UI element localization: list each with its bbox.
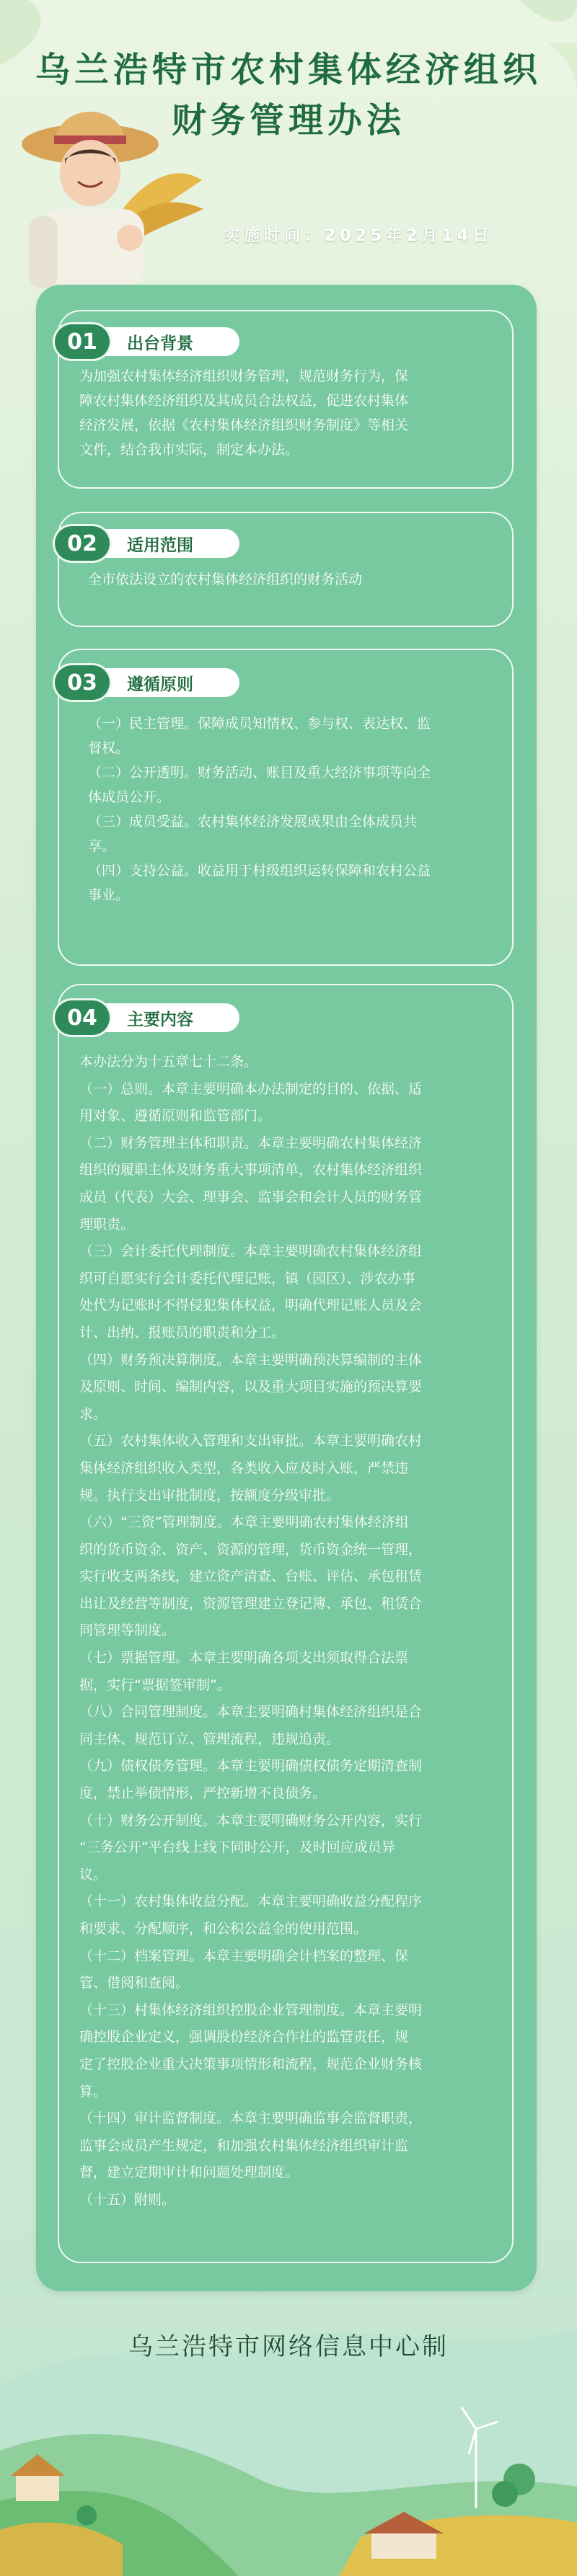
text-line: （九）债权债务管理。本章主要明确债权债务定期清查制 bbox=[79, 1758, 423, 1775]
text-line: （二）公开透明。财务活动、账目及重大经济事项等向全 bbox=[88, 765, 431, 781]
text-line: 文件，结合我市实际，制定本办法。 bbox=[79, 442, 299, 458]
text-line: “三务公开”平台线上线下同时公开，及时回应成员异 bbox=[79, 1839, 395, 1856]
text-line: 算。 bbox=[79, 2083, 107, 2100]
text-line: （三）会计委托代理制度。本章主要明确农村集体经济组 bbox=[79, 1243, 423, 1260]
text-line: （八）合同管理制度。本章主要明确村集体经济组织是合 bbox=[79, 1704, 423, 1720]
text-line: （十三）村集体经济组织控股企业管理制度。本章主要明 bbox=[79, 2002, 423, 2018]
header bbox=[0, 0, 577, 288]
text-line: 为加强农村集体经济组织财务管理，规范财务行为，保 bbox=[79, 368, 409, 384]
section-number: 02 bbox=[55, 526, 110, 561]
section-title: 出台背景 bbox=[95, 327, 239, 356]
text-line: （十四）审计监督制度。本章主要明确监事会监督职责， bbox=[79, 2110, 423, 2127]
text-line: 及原则、时间、编制内容，以及重大项目实施的预决算要 bbox=[79, 1379, 423, 1395]
text-line: 定了控股企业重大决策事项情形和流程，规范企业财务核 bbox=[79, 2056, 423, 2072]
text-line: （三）成员受益。农村集体经济发展成果由全体成员共 bbox=[88, 814, 418, 830]
text-line: 出让及经营等制度，资源管理建立登记簿、承包、租赁合 bbox=[79, 1595, 423, 1612]
section-tag-03 bbox=[55, 665, 239, 700]
content-card bbox=[36, 285, 537, 2291]
text-line: 织的货币资金、资产、资源的管理，货币资金统一管理， bbox=[79, 1541, 423, 1558]
text-line: 和要求、分配顺序，和公积公益金的使用范围。 bbox=[79, 1921, 368, 1937]
text-line: 事业。 bbox=[88, 887, 130, 903]
text-line: 求。 bbox=[79, 1405, 107, 1422]
text-line: 本办法分为十五章七十二条。 bbox=[79, 1054, 258, 1070]
text-line: 规。执行支出审批制度，按额度分级审批。 bbox=[79, 1487, 340, 1504]
section-number: 04 bbox=[55, 1000, 110, 1035]
text-line: （一）民主管理。保障成员知情权、参与权、表达权、监 bbox=[88, 716, 431, 732]
text-line: 织可自愿实行会计委托代理记账，镇（园区）、涉农办事 bbox=[79, 1270, 415, 1287]
text-line: 障农村集体经济组织及其成员合法权益，促进农村集体 bbox=[79, 393, 409, 409]
text-line: 据，实行“票据签审制”。 bbox=[79, 1676, 231, 1693]
footer-credit: 乌兰浩特市网络信息中心制 bbox=[128, 2332, 449, 2361]
text-line: 监事会成员产生规定，和加强农村集体经济组织审计监 bbox=[79, 2137, 409, 2154]
section-number: 01 bbox=[55, 324, 110, 359]
text-line: 用对象、遵循原则和监管部门。 bbox=[79, 1108, 272, 1124]
text-line: 享。 bbox=[88, 838, 116, 854]
title-line-1: 乌兰浩特市农村集体经济组织 bbox=[35, 50, 542, 90]
section-tag-04 bbox=[55, 1000, 239, 1035]
text-line: （十五）附则。 bbox=[79, 2191, 176, 2208]
section-text bbox=[88, 567, 506, 592]
section-text bbox=[79, 1049, 512, 2214]
section-text bbox=[79, 364, 512, 462]
text-line: 督，建立定期审计和问题处理制度。 bbox=[79, 2164, 299, 2181]
text-line: 议。 bbox=[79, 1866, 107, 1883]
text-line: 同管理等制度。 bbox=[79, 1622, 176, 1639]
text-line: （十）财务公开制度。本章主要明确财务公开内容，实行 bbox=[79, 1812, 423, 1829]
text-line: （一）总则。本章主要明确本办法制定的目的、依据、适 bbox=[79, 1080, 423, 1097]
text-line: 全市依法设立的农村集体经济组织的财务活动 bbox=[88, 572, 363, 587]
farmer-illustration-icon bbox=[14, 101, 209, 288]
text-line: 同主体、规范订立、管理流程，违规追责。 bbox=[79, 1731, 340, 1747]
section-number: 03 bbox=[55, 665, 110, 700]
text-line: 经济发展，依据《农村集体经济组织财务制度》等相关 bbox=[79, 417, 409, 433]
text-line: （五）农村集体收入管理和支出审批。本章主要明确农村 bbox=[79, 1433, 423, 1449]
text-line: 确控股企业定义，强调股份经济合作社的监管责任，规 bbox=[79, 2029, 409, 2046]
text-line: 理职责。 bbox=[79, 1216, 135, 1233]
text-line: （四）财务预决算制度。本章主要明确预决算编制的主体 bbox=[79, 1351, 423, 1368]
section-title: 遵循原则 bbox=[95, 668, 239, 697]
text-line: 督权。 bbox=[88, 740, 130, 756]
text-line: 集体经济组织收入类型，各类收入应及时入账，严禁违 bbox=[79, 1460, 409, 1476]
section-tag-02 bbox=[55, 526, 239, 561]
effective-date: 实施时间：2025年2月14日 bbox=[224, 227, 493, 245]
text-line: 体成员公开。 bbox=[88, 789, 171, 805]
text-line: （十一）农村集体收益分配。本章主要明确收益分配程序 bbox=[79, 1893, 423, 1910]
section-text bbox=[88, 711, 514, 907]
text-line: （六）“三资”管理制度。本章主要明确农村集体经济组 bbox=[79, 1514, 409, 1531]
section-tag-01 bbox=[55, 324, 239, 359]
title-line-2: 财务管理办法 bbox=[171, 100, 405, 141]
text-line: （十二）档案管理。本章主要明确会计档案的整理、保 bbox=[79, 1947, 409, 1964]
text-line: 度，禁止举债情形，严控新增不良债务。 bbox=[79, 1785, 327, 1802]
text-line: 处代为记账时不得侵犯集体权益，明确代理记账人员及会 bbox=[79, 1297, 423, 1314]
text-line: 管、借阅和查阅。 bbox=[79, 1975, 190, 1991]
text-line: （七）票据管理。本章主要明确各项支出须取得合法票 bbox=[79, 1650, 409, 1666]
text-line: 实行收支两条线，建立资产清查、台账、评估、承包租赁 bbox=[79, 1568, 423, 1585]
text-line: 成员（代表）大会、理事会、监事会和会计人员的财务管 bbox=[79, 1189, 423, 1205]
text-line: （二）财务管理主体和职责。本章主要明确农村集体经济 bbox=[79, 1134, 423, 1151]
text-line: （四）支持公益。收益用于村级组织运转保障和农村公益 bbox=[88, 863, 431, 879]
text-line: 组织的履职主体及财务重大事项清单，农村集体经济组织 bbox=[79, 1162, 423, 1178]
section-title: 适用范围 bbox=[95, 529, 239, 558]
section-title: 主要内容 bbox=[95, 1003, 239, 1032]
text-line: 计、出纳、报账员的职责和分工。 bbox=[79, 1324, 286, 1341]
